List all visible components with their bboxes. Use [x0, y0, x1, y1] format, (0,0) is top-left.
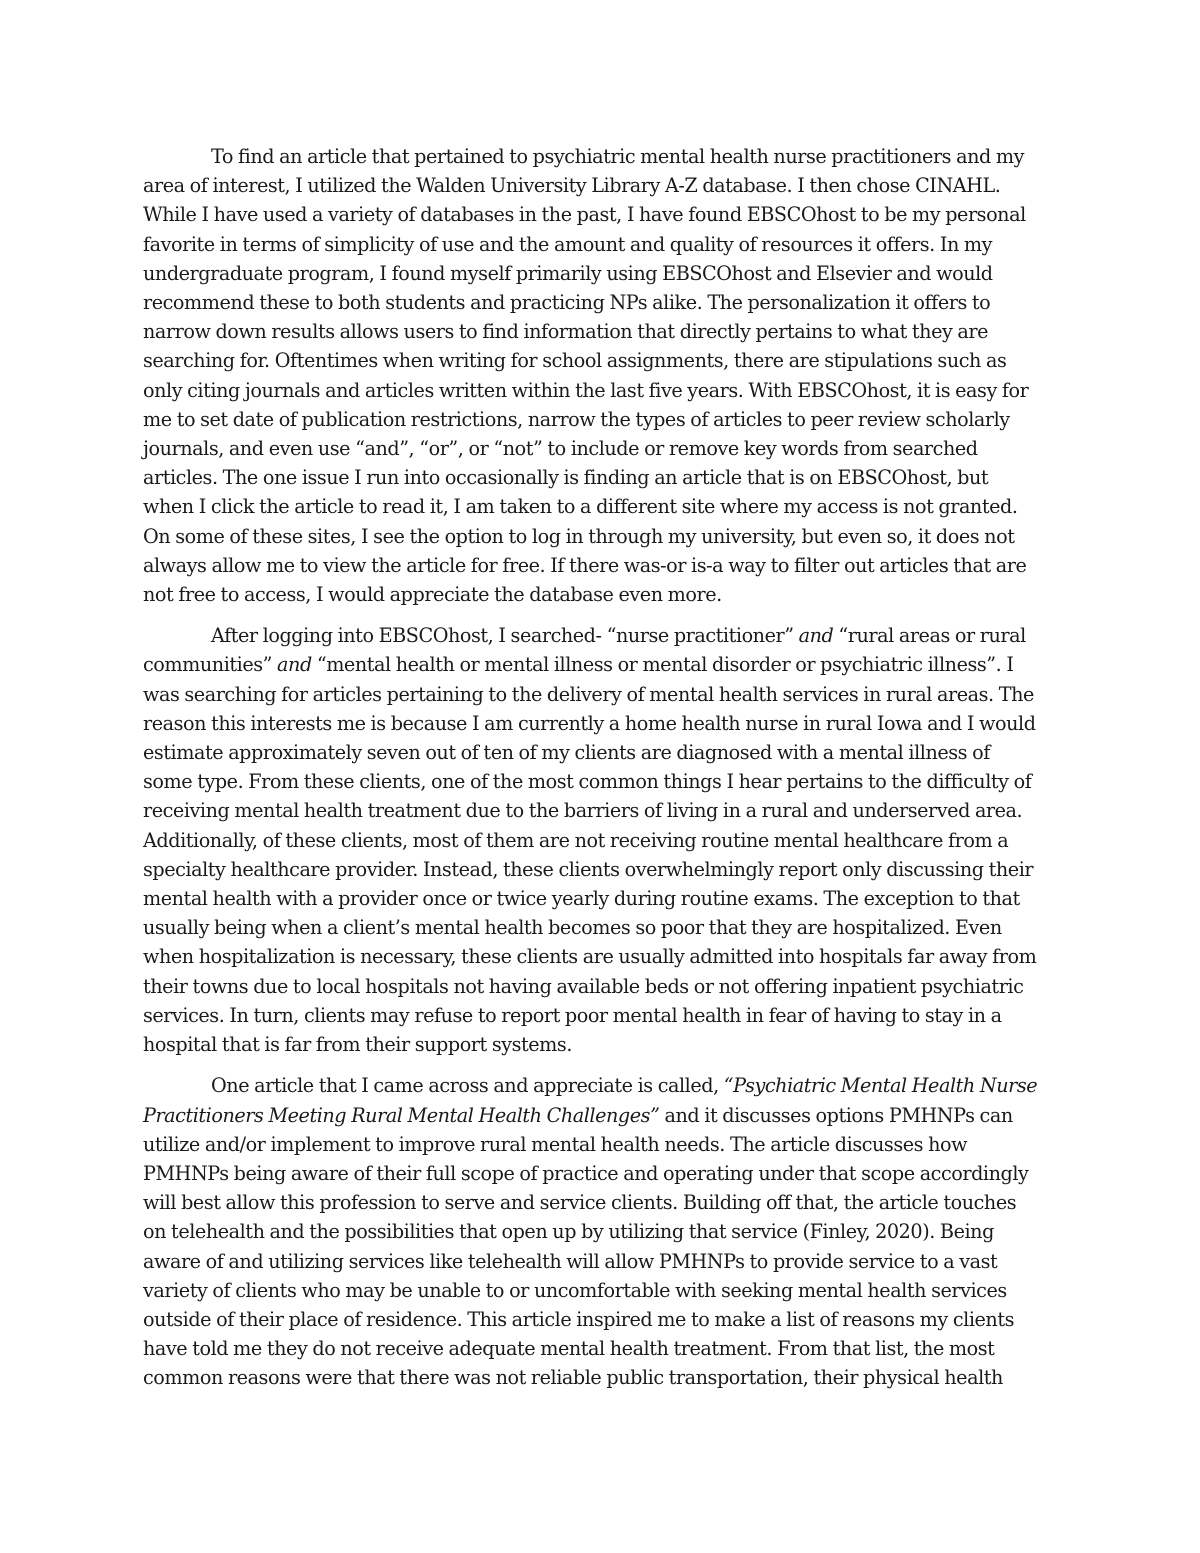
text-line: when I click the article to read it, I am taken to a different site where my access is not granted.	[143, 495, 1018, 519]
text-line: when hospitalization is necessary, these clients are usually admitted into hospitals far away from	[143, 945, 1037, 969]
text-line: recommend these to both students and practicing NPs alike. The personalization it offers to	[143, 291, 991, 315]
text-line: usually being when a client’s mental health becomes so poor that they are hospitalized. Even	[143, 916, 1002, 940]
text-line: favorite in terms of simplicity of use and the amount and quality of resources it offers. In my	[143, 232, 993, 256]
text-line: outside of their place of residence. This article inspired me to make a list of reasons my clients	[143, 1307, 1014, 1331]
text-line: utilize and/or implement to improve rural mental health needs. The article discusses how	[143, 1132, 968, 1156]
paragraph-3	[143, 1071, 1073, 1392]
text-line: not free to access, I would appreciate the database even more.	[143, 583, 722, 607]
text-run: and it discusses options PMHNPs can	[659, 1103, 1013, 1127]
text-line: have told me they do not receive adequate mental health treatment. From that list, the most	[143, 1337, 995, 1361]
text-line: will best allow this profession to serve and service clients. Building off that, the article touches	[143, 1191, 1017, 1215]
text-line: area of interest, I utilized the Walden University Library A-Z database. I then chose CINAHL.	[143, 174, 1001, 198]
text-line: always allow me to view the article for free. If there was-or is-a way to filter out articles that are	[143, 553, 1027, 577]
text-line: To find an article that pertained to psychiatric mental health nurse practitioners and my	[211, 145, 1025, 168]
text-line	[143, 650, 1073, 679]
text-line: was searching for articles pertaining to the delivery of mental health services in rural areas. The	[143, 682, 1034, 706]
italic-text: Practitioners Meeting Rural Mental Health Challenges”	[143, 1103, 660, 1127]
paragraph-1	[143, 142, 1073, 609]
text-run: communities”	[143, 653, 278, 677]
italic-text: and	[798, 624, 834, 648]
italic-text: and	[277, 653, 312, 677]
text-line: articles. The one issue I run into occasionally is finding an article that is on EBSCOhost, but	[143, 466, 989, 490]
text-line: services. In turn, clients may refuse to report poor mental health in fear of having to stay in a	[143, 1003, 1002, 1027]
document-body	[143, 142, 1073, 1393]
text-line: PMHNPs being aware of their full scope of practice and operating under that scope accordingly	[143, 1161, 1029, 1185]
italic-text: “Psychiatric Mental Health Nurse	[723, 1074, 1038, 1098]
text-line: narrow down results allows users to find information that directly pertains to what they are	[143, 320, 989, 344]
text-line: variety of clients who may be unable to or uncomfortable with seeking mental health services	[143, 1278, 1007, 1302]
text-run: After logging into EBSCOhost, I searched- “nurse practitioner”	[211, 624, 799, 648]
text-run: One article that I came across and appreciate is called,	[211, 1074, 724, 1098]
text-line	[143, 621, 1073, 650]
text-run: “mental health or mental illness or mental disorder or psychiatric illness”. I	[311, 653, 1014, 677]
text-line: common reasons were that there was not reliable public transportation, their physical health	[143, 1366, 1003, 1390]
text-line: aware of and utilizing services like telehealth will allow PMHNPs to provide service to a vast	[143, 1249, 998, 1273]
text-line	[143, 1071, 1073, 1100]
text-line: journals, and even use “and”, “or”, or “not” to include or remove key words from searched	[143, 437, 978, 461]
text-run: “rural areas or rural	[833, 624, 1026, 648]
text-line: receiving mental health treatment due to the barriers of living in a rural and underserved area.	[143, 799, 1023, 823]
text-line: On some of these sites, I see the option to log in through my university, but even so, it does not	[143, 524, 1015, 548]
text-line: on telehealth and the possibilities that open up by utilizing that service (Finley, 2020). Being	[143, 1220, 994, 1244]
text-line: hospital that is far from their support systems.	[143, 1033, 572, 1057]
text-line: mental health with a provider once or twice yearly during routine exams. The exception to that	[143, 887, 1020, 911]
text-line: While I have used a variety of databases in the past, I have found EBSCOhost to be my personal	[143, 203, 1026, 227]
text-line: Additionally, of these clients, most of them are not receiving routine mental healthcare from a	[143, 828, 1009, 852]
text-line: reason this interests me is because I am currently a home health nurse in rural Iowa and I would	[143, 711, 1036, 735]
text-line: specialty healthcare provider. Instead, these clients overwhelmingly report only discussing their	[143, 857, 1034, 881]
text-line: some type. From these clients, one of the most common things I hear pertains to the difficulty of	[143, 770, 1032, 794]
text-line: undergraduate program, I found myself primarily using EBSCOhost and Elsevier and would	[143, 261, 993, 285]
text-line: only citing journals and articles written within the last five years. With EBSCOhost, it is easy for	[143, 378, 1029, 402]
text-line	[143, 1101, 1073, 1130]
text-line: searching for. Oftentimes when writing for school assignments, there are stipulations such as	[143, 349, 1007, 373]
paragraph-2	[143, 621, 1073, 1059]
text-line: estimate approximately seven out of ten of my clients are diagnosed with a mental illness of	[143, 741, 990, 765]
text-line: me to set date of publication restrictions, narrow the types of articles to peer review scholarly	[143, 407, 1010, 431]
text-line: their towns due to local hospitals not having available beds or not offering inpatient psychiatric	[143, 974, 1024, 998]
